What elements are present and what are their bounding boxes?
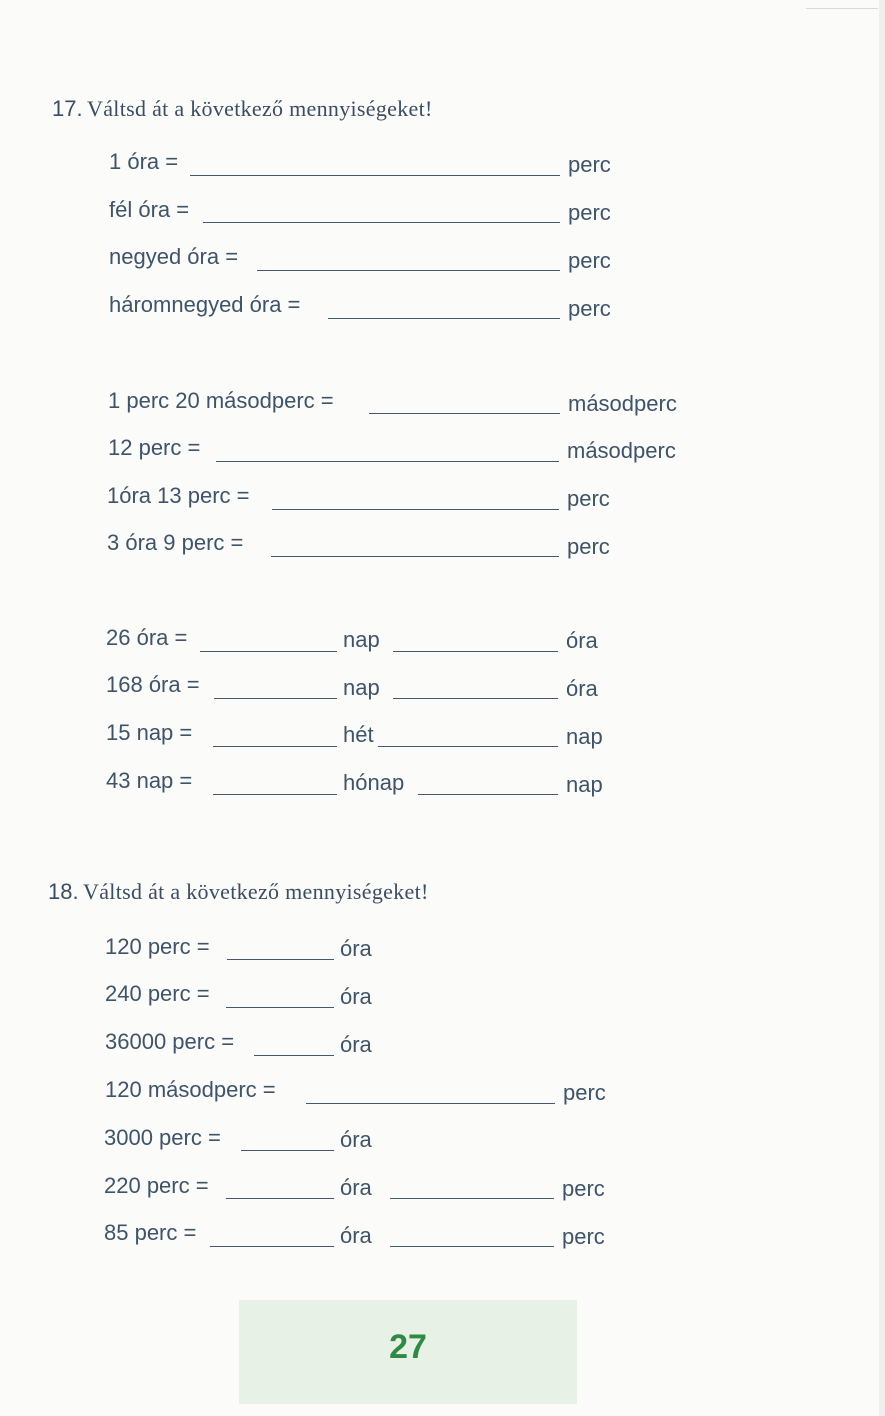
ex17-c-row3-unit1: hét <box>343 722 374 747</box>
ex17-c-row1-question: 26 óra = <box>106 625 188 650</box>
page-edge <box>879 0 885 1416</box>
ex18-row4-question: 120 másodperc = <box>105 1077 276 1102</box>
ex17-a-row3-unit: perc <box>568 248 611 273</box>
ex17-a-row2-question: fél óra = <box>109 197 190 222</box>
ex17-c-row2-answer-line-1[interactable] <box>214 698 337 699</box>
ex18-row7-question: 85 perc = <box>104 1220 197 1245</box>
exercise-18-title: Váltsd át a következő mennyiségeket! <box>83 879 429 904</box>
page-number: 27 <box>389 1328 427 1366</box>
ex17-b-row2-unit: másodperc <box>567 438 676 463</box>
ex17-a-row1-answer-line[interactable] <box>190 175 560 176</box>
ex17-b-row2-answer-line[interactable] <box>216 461 559 462</box>
ex17-a-row4-unit: perc <box>568 296 611 321</box>
ex17-c-row2-answer-line-2[interactable] <box>393 698 558 699</box>
ex17-c-row4-answer-line-1[interactable] <box>213 794 337 795</box>
ex18-row2-answer-line[interactable] <box>226 1007 334 1008</box>
exercise-18-number: 18. <box>48 879 79 904</box>
ex17-c-row3-unit2: nap <box>566 724 603 749</box>
ex17-c-row4-answer-line-2[interactable] <box>418 794 558 795</box>
ex17-a-row3-answer-line[interactable] <box>257 270 560 271</box>
ex18-row7-unit2: perc <box>562 1224 605 1249</box>
ex17-a-row2-answer-line[interactable] <box>203 222 560 223</box>
ex18-row3-answer-line[interactable] <box>254 1055 334 1056</box>
ex17-a-row3-question: negyed óra = <box>109 244 239 269</box>
ex17-c-row4-unit2: nap <box>566 772 603 797</box>
ex18-row2-question: 240 perc = <box>105 981 210 1006</box>
ex18-row6-answer-line-2[interactable] <box>390 1198 554 1199</box>
ex17-c-row3-answer-line-2[interactable] <box>378 746 558 747</box>
page-number-box <box>239 1300 577 1404</box>
ex18-row6-unit2: perc <box>562 1176 605 1201</box>
ex18-row7-unit1: óra <box>340 1223 372 1248</box>
ex18-row5-question: 3000 perc = <box>104 1125 221 1150</box>
ex18-row1-question: 120 perc = <box>105 934 210 959</box>
ex17-b-row4-question: 3 óra 9 perc = <box>107 530 244 555</box>
ex18-row5-answer-line[interactable] <box>241 1150 334 1151</box>
ex18-row1-answer-line[interactable] <box>227 959 334 960</box>
ex17-c-row2-unit1: nap <box>343 675 380 700</box>
ex17-c-row1-unit2: óra <box>566 628 598 653</box>
ex17-c-row2-unit2: óra <box>566 676 598 701</box>
exercise-17-number: 17. <box>52 96 83 121</box>
ex17-b-row4-unit: perc <box>567 534 610 559</box>
ex17-b-row3-unit: perc <box>567 486 610 511</box>
ex17-a-row2-unit: perc <box>568 200 611 225</box>
ex17-b-row1-question: 1 perc 20 másodperc = <box>108 388 334 413</box>
ex17-c-row1-unit1: nap <box>343 627 380 652</box>
ex17-a-row1-question: 1 óra = <box>109 149 179 174</box>
ex17-c-row4-question: 43 nap = <box>106 768 193 793</box>
ex17-b-row1-unit: másodperc <box>568 391 677 416</box>
ex18-row4-answer-line[interactable] <box>306 1103 555 1104</box>
exercise-17-heading <box>52 96 433 122</box>
exercise-17-title: Váltsd át a következő mennyiségeket! <box>87 96 433 121</box>
ex17-b-row3-answer-line[interactable] <box>272 509 559 510</box>
ex18-row5-unit1: óra <box>340 1127 372 1152</box>
ex17-a-row4-answer-line[interactable] <box>328 318 560 319</box>
ex18-row1-unit1: óra <box>340 936 372 961</box>
ex18-row4-unit1: perc <box>563 1080 606 1105</box>
ex17-a-row4-question: háromnegyed óra = <box>109 292 301 317</box>
ex18-row6-answer-line-1[interactable] <box>226 1198 334 1199</box>
ex17-c-row3-question: 15 nap = <box>106 720 193 745</box>
ex18-row7-answer-line-2[interactable] <box>390 1246 554 1247</box>
exercise-18-heading <box>48 879 429 905</box>
ex18-row7-answer-line-1[interactable] <box>210 1246 334 1247</box>
ex17-c-row4-unit1: hónap <box>343 770 405 795</box>
ex17-a-row1-unit: perc <box>568 152 611 177</box>
ex17-c-row1-answer-line-2[interactable] <box>393 651 558 652</box>
ex17-b-row1-answer-line[interactable] <box>369 413 560 414</box>
ex17-b-row3-question: 1óra 13 perc = <box>107 483 250 508</box>
ex17-c-row3-answer-line-1[interactable] <box>213 746 337 747</box>
ex18-row3-unit1: óra <box>340 1032 372 1057</box>
ex18-row3-question: 36000 perc = <box>105 1029 235 1054</box>
ex18-row6-unit1: óra <box>340 1175 372 1200</box>
ex17-b-row2-question: 12 perc = <box>108 435 201 460</box>
ex17-c-row1-answer-line-1[interactable] <box>200 651 337 652</box>
ex17-c-row2-question: 168 óra = <box>106 672 200 697</box>
page-top-divider <box>806 8 878 9</box>
ex18-row2-unit1: óra <box>340 984 372 1009</box>
ex17-b-row4-answer-line[interactable] <box>271 556 559 557</box>
ex18-row6-question: 220 perc = <box>104 1173 209 1198</box>
